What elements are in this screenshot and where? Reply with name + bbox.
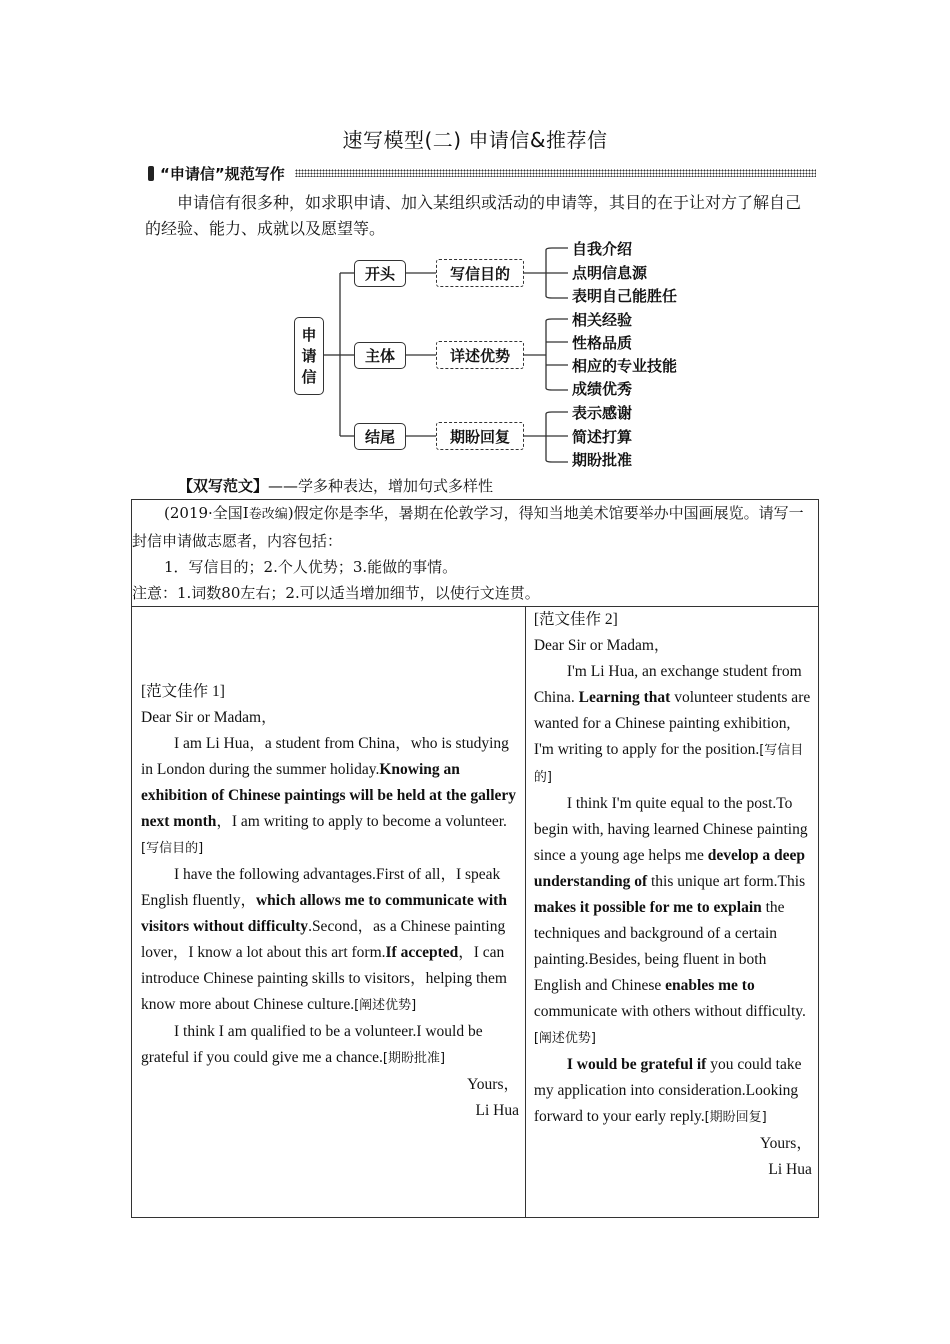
prompt-text: )假定你是李华，暑期在伦敦学习，得知当地美术馆要举办中国画展览。请写一封信申请做志愿者，内容包括：	[132, 504, 804, 550]
essay-1-closing: Yours，	[467, 1076, 519, 1093]
essay-1-greeting: Dear Sir or Madam，	[141, 709, 277, 726]
sample-essays-label: 【双写范文】	[178, 477, 269, 495]
essay-2-label: [范文佳作 2]	[533, 611, 618, 628]
writing-prompt	[132, 500, 819, 607]
root-char: 信	[301, 367, 317, 386]
diagram-leaf: 期盼批准	[572, 451, 633, 469]
essay-table	[131, 499, 819, 1218]
essay-1-label: [范文佳作 1]	[141, 683, 225, 700]
essay-2-paragraph-3: I would be grateful if you could take my application into consideration.Looking forward to your early reply.[期盼回复]	[533, 1056, 802, 1125]
diagram-leaf: 表明自己能胜任	[572, 287, 678, 305]
prompt-notes: 注意：1.词数80左右；2.可以适当增加细节，以使行文连贯。	[132, 584, 540, 602]
dotted-rule	[295, 169, 816, 177]
purpose-box-writing-purpose: 写信目的	[436, 259, 524, 287]
diagram-leaf: 相关经验	[572, 311, 633, 329]
prompt-source-tag: 卷改编	[248, 507, 288, 522]
structure-diagram	[290, 238, 710, 472]
page-title: 速写模型(二) 申请信&推荐信	[342, 128, 608, 152]
part-box-body: 主体	[354, 342, 406, 369]
essay-2-paragraph-1: I'm Li Hua, an exchange student from China. Learning that volunteer students are wanted for a Chinese painting exhibition, I'm writing to apply for the position.[写信目的]	[533, 663, 811, 785]
part-box-opening: 开头	[354, 260, 406, 287]
essay-1-paragraph-2: I have the following advantages.First of all，I speak English fluently，which allows me to communicate with visitors without difficulty.Second，as a Chinese painting lover，I know a lot about this art form.If accepted，I can introduce Chinese painting skills to visitors，helping them know more about Chinese culture.[阐述优势]	[141, 866, 507, 1013]
root-box-application-letter	[294, 317, 324, 395]
intro-paragraph: 申请信有很多种，如求职申请、加入某组织或活动的申请等，其目的在于让对方了解自己的经验、能力、成就以及愿望等。	[145, 193, 802, 238]
prompt-source: (2019·全国Ⅰ	[164, 504, 249, 522]
diagram-leaf: 点明信息源	[572, 264, 648, 282]
essay-2-signature: Li Hua	[768, 1161, 812, 1178]
essay-2-greeting: Dear Sir or Madam，	[533, 637, 670, 654]
essay-2-paragraph-2: I think I'm quite equal to the post.To begin with, having learned Chinese painting since a young age helps me develop a deep understanding of this unique art form.This makes it possible for me to explain the techniques and background of a certain painting.Besides, being fluent in both English and Chinese enables me to communicate with others without difficulty.[阐述优势]	[533, 795, 808, 1046]
purpose-box-expect-reply: 期盼回复	[436, 422, 524, 450]
root-char: 申	[301, 325, 317, 344]
essay-1-signature: Li Hua	[475, 1102, 519, 1119]
diagram-leaf: 自我介绍	[572, 240, 633, 258]
diagram-leaf: 成绩优秀	[572, 380, 633, 398]
diagram-leaf: 表示感谢	[572, 404, 633, 422]
essay-1-paragraph-1: I am Li Hua，a student from China，who is studying in London during the summer holiday.Knowing an exhibition of Chinese paintings will be held at the gallery next month，I am writing to apply to become a volunteer.[写信目的]	[141, 735, 517, 856]
diagram-leaf: 简述打算	[572, 428, 633, 446]
sample-essays-subtitle: ——学多种表达，增加句式多样性	[268, 477, 494, 495]
prompt-content-points: 1．写信目的；2.个人优势；3.能做的事情。	[164, 558, 458, 576]
essay-1	[141, 679, 521, 1124]
essay-2	[534, 607, 814, 1183]
section-heading-text: “申请信”规范写作	[160, 164, 285, 183]
essay-1-paragraph-3: I think I am qualified to be a volunteer.I would be grateful if you could give me a chance.[期盼批准]	[141, 1023, 483, 1066]
essay-2-cell	[525, 607, 818, 1218]
section-heading	[148, 160, 816, 186]
part-box-ending: 结尾	[354, 423, 406, 450]
purpose-box-advantages: 详述优势	[436, 341, 524, 369]
sample-essays-heading	[178, 475, 493, 496]
root-char: 请	[301, 346, 317, 365]
essay-1-cell	[132, 607, 526, 1218]
diagram-leaf: 相应的专业技能	[572, 357, 678, 375]
section-marker-icon	[148, 166, 154, 181]
essay-2-closing: Yours，	[760, 1135, 812, 1152]
diagram-leaf: 性格品质	[572, 334, 633, 352]
